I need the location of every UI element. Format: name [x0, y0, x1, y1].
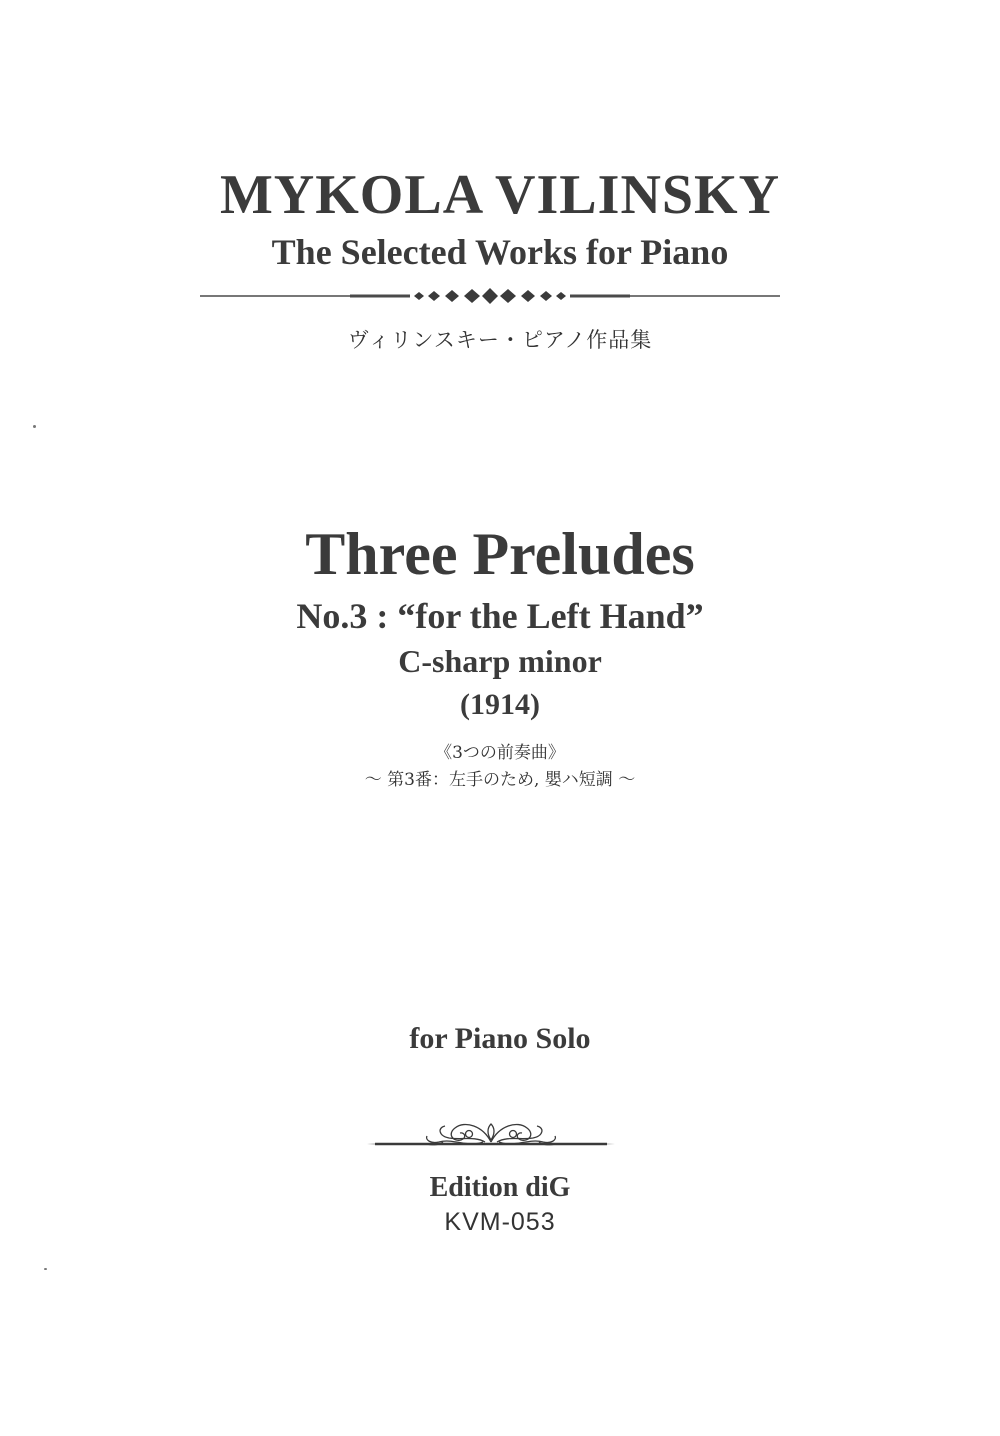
- work-title-japanese: 《3つの前奏曲》: [435, 743, 565, 763]
- work-title: Three Preludes: [305, 521, 695, 587]
- work-key: C-sharp minor: [398, 643, 602, 679]
- collection-title: The Selected Works for Piano: [271, 232, 729, 272]
- instrumentation: for Piano Solo: [409, 1022, 591, 1055]
- publisher-name: Edition diG: [429, 1172, 571, 1203]
- paper-speck: [33, 425, 36, 428]
- work-year: (1914): [460, 688, 540, 721]
- work-subtitle-japanese: 〜 第3番：左手のため, 嬰ハ短調 〜: [364, 770, 636, 790]
- scroll-flourish-ornament-icon: [365, 1112, 617, 1158]
- composer-name: MYKOLA VILINSKY: [219, 164, 781, 226]
- paper-speck: [44, 1268, 47, 1270]
- catalog-number: KVM-053: [444, 1208, 556, 1236]
- collection-title-japanese: ヴィリンスキー・ピアノ作品集: [347, 328, 653, 352]
- diamond-rule-divider-icon: [200, 287, 780, 305]
- work-subtitle: No.3 : “for the Left Hand”: [296, 596, 704, 636]
